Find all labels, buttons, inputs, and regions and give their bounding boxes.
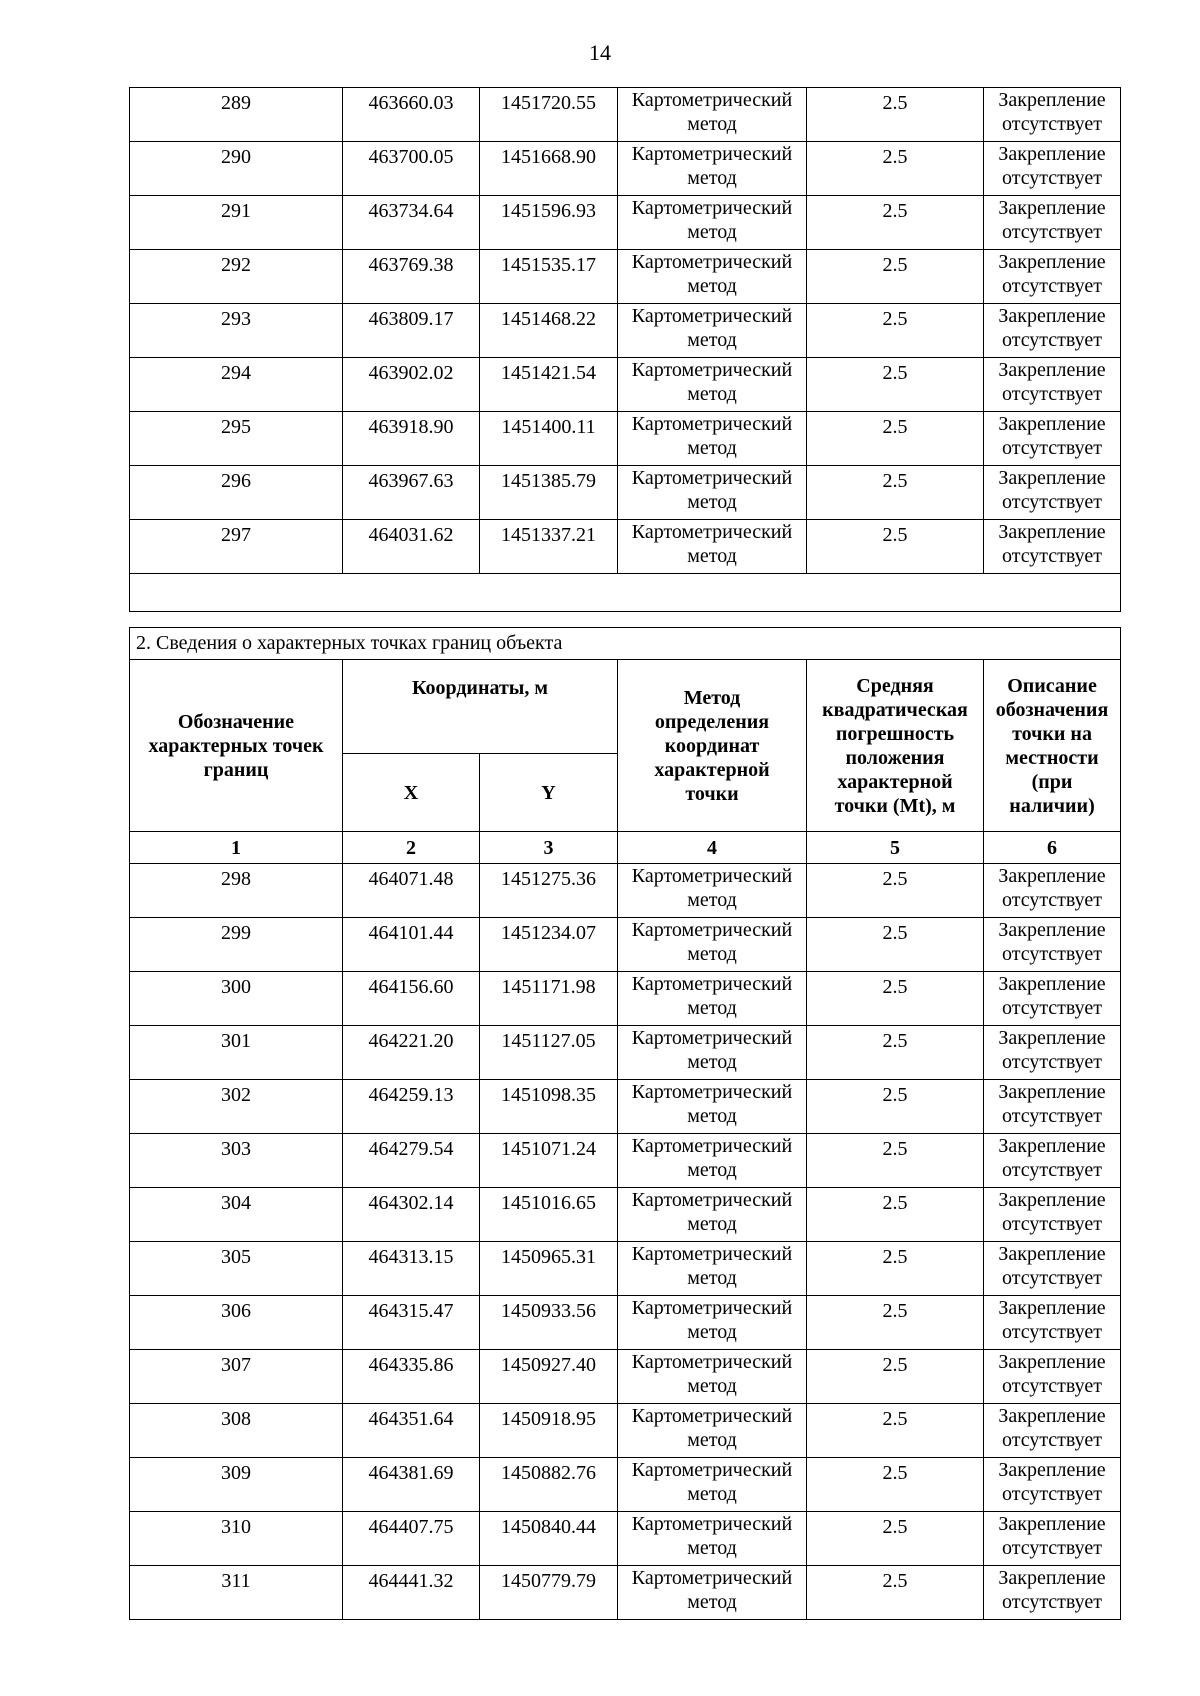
method-cell-line: метод <box>687 275 737 297</box>
header-line: характерной <box>837 770 953 793</box>
coord-y: 1451171.98 <box>480 972 618 1026</box>
description-cell-line: отсутствует <box>1001 113 1103 135</box>
method-cell <box>618 412 807 466</box>
description-cell-line: Закрепление <box>998 143 1106 165</box>
description-cell <box>984 1134 1121 1188</box>
point-id: 294 <box>130 358 343 412</box>
coord-y: 1451275.36 <box>480 864 618 918</box>
point-id: 296 <box>130 466 343 520</box>
method-cell <box>618 972 807 1026</box>
description-cell-line: отсутствует <box>1001 437 1103 459</box>
description-cell <box>984 304 1121 358</box>
coord-y: 1450882.76 <box>480 1458 618 1512</box>
table2-body <box>130 864 1121 1620</box>
header-line: границ <box>203 758 269 781</box>
description-cell-line: отсутствует <box>1001 1105 1103 1127</box>
boundary-points-table-continued <box>129 87 1121 612</box>
point-id: 306 <box>130 1296 343 1350</box>
column-number: 3 <box>480 832 618 864</box>
description-cell-line: отсутствует <box>1001 167 1103 189</box>
coord-x: 463700.05 <box>343 142 480 196</box>
header-line: определения <box>654 710 770 733</box>
coord-x: 464335.86 <box>343 1350 480 1404</box>
method-cell-line: Картометрический <box>631 467 793 489</box>
method-cell-line: Картометрический <box>631 1243 793 1265</box>
mt-cell: 2.5 <box>807 1350 984 1404</box>
mt-cell: 2.5 <box>807 1242 984 1296</box>
description-cell <box>984 864 1121 918</box>
description-cell <box>984 1080 1121 1134</box>
description-cell <box>984 358 1121 412</box>
column-number: 2 <box>343 832 480 864</box>
description-cell <box>984 1296 1121 1350</box>
table-row <box>130 1134 1121 1188</box>
coord-x: 464381.69 <box>343 1458 480 1512</box>
header-line: Обозначение <box>177 710 295 733</box>
method-cell <box>618 1458 807 1512</box>
table-row <box>130 1296 1121 1350</box>
point-id: 308 <box>130 1404 343 1458</box>
coord-x: 464156.60 <box>343 972 480 1026</box>
table-row <box>130 918 1121 972</box>
description-cell <box>984 88 1121 142</box>
empty-cell <box>130 574 1121 612</box>
description-cell <box>984 1026 1121 1080</box>
description-cell-line: Закрепление <box>998 305 1106 327</box>
description-cell-line: Закрепление <box>998 1243 1106 1265</box>
method-cell-line: Картометрический <box>631 1081 793 1103</box>
description-cell-line: Закрепление <box>998 1405 1106 1427</box>
table-row <box>130 1188 1121 1242</box>
coord-y: 1451016.65 <box>480 1188 618 1242</box>
header-coordinates: Координаты, м <box>343 660 618 754</box>
page-number: 14 <box>589 40 611 65</box>
coord-x: 463809.17 <box>343 304 480 358</box>
description-cell-line: Закрепление <box>998 973 1106 995</box>
description-cell <box>984 1404 1121 1458</box>
description-cell-line: отсутствует <box>1001 545 1103 567</box>
mt-cell: 2.5 <box>807 1566 984 1620</box>
description-cell-line: отсутствует <box>1001 943 1103 965</box>
coord-y: 1451385.79 <box>480 466 618 520</box>
coord-y: 1450840.44 <box>480 1512 618 1566</box>
method-cell-line: метод <box>687 1321 737 1343</box>
method-cell-line: Картометрический <box>631 1297 793 1319</box>
method-cell-line: метод <box>687 545 737 567</box>
description-cell-line: отсутствует <box>1001 383 1103 405</box>
coord-x: 464313.15 <box>343 1242 480 1296</box>
method-cell <box>618 304 807 358</box>
table-row <box>130 1404 1121 1458</box>
description-cell-line: Закрепление <box>998 1135 1106 1157</box>
header-line: наличии) <box>1009 794 1095 817</box>
table-row <box>130 972 1121 1026</box>
mt-cell: 2.5 <box>807 466 984 520</box>
method-cell-line: метод <box>687 1051 737 1073</box>
mt-cell: 2.5 <box>807 520 984 574</box>
method-cell <box>618 1296 807 1350</box>
description-cell <box>984 1188 1121 1242</box>
method-cell-line: Картометрический <box>631 143 793 165</box>
section-title: 2. Сведения о характерных точках границ объекта <box>130 628 1121 660</box>
description-cell-line: отсутствует <box>1001 329 1103 351</box>
point-id: 289 <box>130 88 343 142</box>
table-row <box>130 1350 1121 1404</box>
table-row <box>130 520 1121 574</box>
method-cell-line: метод <box>687 113 737 135</box>
description-cell <box>984 466 1121 520</box>
mt-cell: 2.5 <box>807 1134 984 1188</box>
header-x: X <box>343 754 480 832</box>
header-line: положения <box>845 746 945 769</box>
point-id: 298 <box>130 864 343 918</box>
table-row <box>130 196 1121 250</box>
table-row <box>130 1458 1121 1512</box>
description-cell-line: Закрепление <box>998 89 1106 111</box>
header-line: точки (Mt), м <box>834 794 956 817</box>
description-cell-line: Закрепление <box>998 1297 1106 1319</box>
header-line: погрешность <box>835 722 955 745</box>
method-cell-line: Картометрический <box>631 1027 793 1049</box>
coord-y: 1451468.22 <box>480 304 618 358</box>
point-id: 303 <box>130 1134 343 1188</box>
method-cell <box>618 1188 807 1242</box>
method-cell-line: Картометрический <box>631 1567 793 1589</box>
mt-cell: 2.5 <box>807 864 984 918</box>
coord-x: 464407.75 <box>343 1512 480 1566</box>
header-line: местности <box>1005 746 1099 769</box>
description-cell-line: отсутствует <box>1001 1483 1103 1505</box>
boundary-points-table <box>129 627 1121 1620</box>
description-cell <box>984 196 1121 250</box>
description-cell-line: отсутствует <box>1001 1591 1103 1613</box>
description-cell <box>984 972 1121 1026</box>
header-designation <box>130 660 343 832</box>
mt-cell: 2.5 <box>807 1188 984 1242</box>
description-cell <box>984 1458 1121 1512</box>
description-cell-line: Закрепление <box>998 197 1106 219</box>
method-cell-line: Картометрический <box>631 521 793 543</box>
coord-y: 1450779.79 <box>480 1566 618 1620</box>
coord-x: 463660.03 <box>343 88 480 142</box>
description-cell <box>984 1566 1121 1620</box>
table-row <box>130 1242 1121 1296</box>
method-cell <box>618 1134 807 1188</box>
coord-y: 1450933.56 <box>480 1296 618 1350</box>
mt-cell: 2.5 <box>807 412 984 466</box>
header-y: Y <box>480 754 618 832</box>
description-cell-line: отсутствует <box>1001 1321 1103 1343</box>
method-cell-line: Картометрический <box>631 1189 793 1211</box>
description-cell-line: отсутствует <box>1001 275 1103 297</box>
description-cell-line: Закрепление <box>998 359 1106 381</box>
header-line: (при <box>1031 770 1073 793</box>
description-cell-line: Закрепление <box>998 1027 1106 1049</box>
description-cell-line: отсутствует <box>1001 1375 1103 1397</box>
coord-x: 464259.13 <box>343 1080 480 1134</box>
method-cell-line: Картометрический <box>631 359 793 381</box>
point-id: 309 <box>130 1458 343 1512</box>
coord-y: 1451535.17 <box>480 250 618 304</box>
method-cell-line: метод <box>687 437 737 459</box>
table-row <box>130 304 1121 358</box>
header-line: точки на <box>1012 722 1092 745</box>
method-cell-line: метод <box>687 491 737 513</box>
method-cell-line: метод <box>687 1267 737 1289</box>
method-cell-line: метод <box>687 1213 737 1235</box>
description-cell-line: Закрепление <box>998 251 1106 273</box>
method-cell-line: Картометрический <box>631 1405 793 1427</box>
mt-cell: 2.5 <box>807 1458 984 1512</box>
coord-y: 1451337.21 <box>480 520 618 574</box>
method-cell <box>618 88 807 142</box>
mt-cell: 2.5 <box>807 250 984 304</box>
table-row <box>130 250 1121 304</box>
table-row <box>130 412 1121 466</box>
table-row <box>130 358 1121 412</box>
coord-y: 1451127.05 <box>480 1026 618 1080</box>
point-id: 310 <box>130 1512 343 1566</box>
description-cell <box>984 412 1121 466</box>
description-cell-line: отсутствует <box>1001 1537 1103 1559</box>
coord-x: 463769.38 <box>343 250 480 304</box>
method-cell-line: метод <box>687 383 737 405</box>
column-number: 5 <box>807 832 984 864</box>
method-cell-line: метод <box>687 1105 737 1127</box>
method-cell <box>618 250 807 304</box>
method-cell-line: Картометрический <box>631 413 793 435</box>
method-cell-line: метод <box>687 943 737 965</box>
header-line: Метод <box>683 686 741 709</box>
method-cell-line: метод <box>687 1537 737 1559</box>
point-id: 291 <box>130 196 343 250</box>
description-cell-line: Закрепление <box>998 865 1106 887</box>
point-id: 311 <box>130 1566 343 1620</box>
table-row <box>130 1026 1121 1080</box>
description-cell-line: Закрепление <box>998 467 1106 489</box>
column-number: 1 <box>130 832 343 864</box>
point-id: 292 <box>130 250 343 304</box>
coord-x: 463734.64 <box>343 196 480 250</box>
header-line: координат <box>664 734 760 757</box>
mt-cell: 2.5 <box>807 972 984 1026</box>
description-cell <box>984 1242 1121 1296</box>
mt-cell: 2.5 <box>807 1512 984 1566</box>
method-cell <box>618 1080 807 1134</box>
method-cell-line: метод <box>687 1375 737 1397</box>
coord-y: 1451668.90 <box>480 142 618 196</box>
description-cell-line: отсутствует <box>1001 997 1103 1019</box>
column-number: 6 <box>984 832 1121 864</box>
mt-cell: 2.5 <box>807 1080 984 1134</box>
coord-x: 463967.63 <box>343 466 480 520</box>
description-cell-line: Закрепление <box>998 1513 1106 1535</box>
header-line: Средняя <box>856 674 934 697</box>
description-cell <box>984 918 1121 972</box>
description-cell <box>984 1350 1121 1404</box>
point-id: 305 <box>130 1242 343 1296</box>
description-cell-line: отсутствует <box>1001 1429 1103 1451</box>
table-row <box>130 88 1121 142</box>
method-cell-line: Картометрический <box>631 305 793 327</box>
coord-y: 1451098.35 <box>480 1080 618 1134</box>
description-cell-line: Закрепление <box>998 919 1106 941</box>
method-cell-line: Картометрический <box>631 973 793 995</box>
point-id: 301 <box>130 1026 343 1080</box>
mt-cell: 2.5 <box>807 918 984 972</box>
method-cell-line: Картометрический <box>631 251 793 273</box>
method-cell-line: метод <box>687 997 737 1019</box>
description-cell-line: отсутствует <box>1001 1213 1103 1235</box>
table1-body <box>130 88 1121 612</box>
coord-y: 1450927.40 <box>480 1350 618 1404</box>
description-cell-line: отсутствует <box>1001 1159 1103 1181</box>
empty-row <box>130 574 1121 612</box>
table2-header <box>130 628 1121 864</box>
point-id: 300 <box>130 972 343 1026</box>
coord-y: 1451071.24 <box>480 1134 618 1188</box>
method-cell <box>618 1566 807 1620</box>
header-mt <box>807 660 984 832</box>
method-cell <box>618 1026 807 1080</box>
method-cell-line: метод <box>687 1159 737 1181</box>
table-row <box>130 1566 1121 1620</box>
header-line: точки <box>685 782 739 805</box>
method-cell <box>618 918 807 972</box>
mt-cell: 2.5 <box>807 1026 984 1080</box>
coord-y: 1450918.95 <box>480 1404 618 1458</box>
description-cell-line: Закрепление <box>998 1081 1106 1103</box>
description-cell-line: Закрепление <box>998 1351 1106 1373</box>
description-cell <box>984 250 1121 304</box>
method-cell-line: метод <box>687 329 737 351</box>
coord-x: 463902.02 <box>343 358 480 412</box>
point-id: 290 <box>130 142 343 196</box>
method-cell-line: Картометрический <box>631 89 793 111</box>
method-cell <box>618 142 807 196</box>
table-row <box>130 864 1121 918</box>
coord-y: 1450965.31 <box>480 1242 618 1296</box>
header-line: характерной <box>654 758 770 781</box>
mt-cell: 2.5 <box>807 358 984 412</box>
header-line: обозначения <box>995 698 1109 721</box>
description-cell-line: Закрепление <box>998 413 1106 435</box>
point-id: 299 <box>130 918 343 972</box>
coord-x: 463918.90 <box>343 412 480 466</box>
method-cell <box>618 196 807 250</box>
description-cell-line: Закрепление <box>998 1459 1106 1481</box>
coord-x: 464221.20 <box>343 1026 480 1080</box>
method-cell <box>618 1512 807 1566</box>
point-id: 293 <box>130 304 343 358</box>
point-id: 295 <box>130 412 343 466</box>
point-id: 304 <box>130 1188 343 1242</box>
header-line: Описание <box>1007 674 1097 697</box>
column-number: 4 <box>618 832 807 864</box>
mt-cell: 2.5 <box>807 196 984 250</box>
column-numbers-row <box>130 832 1121 864</box>
description-cell-line: отсутствует <box>1001 1267 1103 1289</box>
description-cell-line: отсутствует <box>1001 221 1103 243</box>
method-cell-line: метод <box>687 1429 737 1451</box>
method-cell <box>618 1404 807 1458</box>
point-id: 302 <box>130 1080 343 1134</box>
table-row <box>130 466 1121 520</box>
coord-x: 464071.48 <box>343 864 480 918</box>
method-cell <box>618 1350 807 1404</box>
mt-cell: 2.5 <box>807 304 984 358</box>
method-cell-line: метод <box>687 1591 737 1613</box>
coord-x: 464101.44 <box>343 918 480 972</box>
method-cell-line: Картометрический <box>631 1513 793 1535</box>
point-id: 297 <box>130 520 343 574</box>
description-cell <box>984 1512 1121 1566</box>
mt-cell: 2.5 <box>807 88 984 142</box>
mt-cell: 2.5 <box>807 142 984 196</box>
method-cell <box>618 466 807 520</box>
description-cell <box>984 142 1121 196</box>
header-line: квадратическая <box>822 698 968 721</box>
description-cell-line: Закрепление <box>998 1189 1106 1211</box>
table-row <box>130 142 1121 196</box>
description-cell-line: Закрепление <box>998 1567 1106 1589</box>
header-method <box>618 660 807 832</box>
method-cell <box>618 520 807 574</box>
method-cell <box>618 358 807 412</box>
mt-cell: 2.5 <box>807 1296 984 1350</box>
point-id: 307 <box>130 1350 343 1404</box>
header-line: характерных точек <box>148 734 324 757</box>
coord-x: 464031.62 <box>343 520 480 574</box>
description-cell <box>984 520 1121 574</box>
coord-x: 464302.14 <box>343 1188 480 1242</box>
header-description <box>984 660 1121 832</box>
description-cell-line: отсутствует <box>1001 1051 1103 1073</box>
method-cell-line: Картометрический <box>631 865 793 887</box>
method-cell-line: Картометрический <box>631 919 793 941</box>
coord-x: 464441.32 <box>343 1566 480 1620</box>
method-cell-line: метод <box>687 1483 737 1505</box>
coord-y: 1451234.07 <box>480 918 618 972</box>
method-cell-line: метод <box>687 221 737 243</box>
description-cell-line: отсутствует <box>1001 491 1103 513</box>
coord-y: 1451421.54 <box>480 358 618 412</box>
method-cell-line: Картометрический <box>631 1351 793 1373</box>
coord-x: 464351.64 <box>343 1404 480 1458</box>
coord-y: 1451720.55 <box>480 88 618 142</box>
coord-y: 1451400.11 <box>480 412 618 466</box>
mt-cell: 2.5 <box>807 1404 984 1458</box>
table-row <box>130 1512 1121 1566</box>
coord-x: 464315.47 <box>343 1296 480 1350</box>
coord-x: 464279.54 <box>343 1134 480 1188</box>
method-cell <box>618 864 807 918</box>
method-cell <box>618 1242 807 1296</box>
method-cell-line: метод <box>687 167 737 189</box>
description-cell-line: отсутствует <box>1001 889 1103 911</box>
description-cell-line: Закрепление <box>998 521 1106 543</box>
method-cell-line: Картометрический <box>631 1135 793 1157</box>
method-cell-line: Картометрический <box>631 197 793 219</box>
method-cell-line: метод <box>687 889 737 911</box>
method-cell-line: Картометрический <box>631 1459 793 1481</box>
coord-y: 1451596.93 <box>480 196 618 250</box>
table-row <box>130 1080 1121 1134</box>
